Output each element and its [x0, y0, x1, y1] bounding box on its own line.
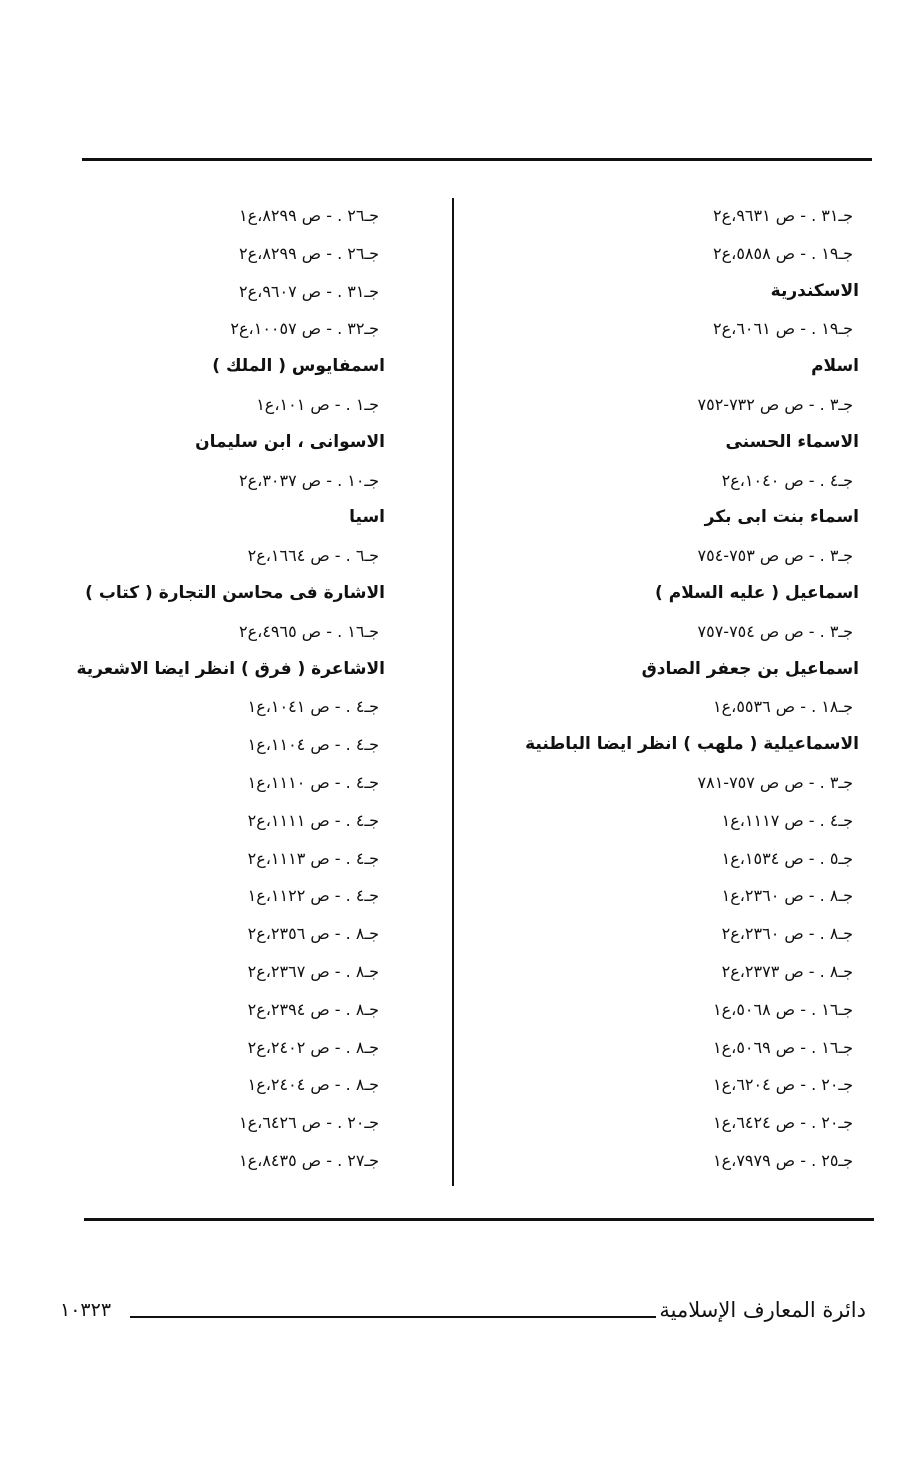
index-entry-reference: جـ٢٠ . - ص ٦٤٢٦،ع١: [239, 1113, 379, 1133]
index-entry-reference: جـ٨ . - ص ٢٣٦٠،ع٢: [721, 924, 853, 944]
index-entry-reference: جـ٤ . - ص ١١١٠،ع١: [247, 772, 379, 792]
index-entry-reference: جـ٣١ . - ص ٩٦٠٧،ع٢: [239, 281, 379, 301]
index-entry-reference: جـ١٦ . - ص ٤٩٦٥،ع٢: [239, 621, 379, 641]
index-entry-reference: جـ٣ . - ص ص ٧٥٤-٧٥٧: [697, 621, 853, 641]
page-footer: [60, 1292, 866, 1328]
index-entry-reference: جـ٤ . - ص ١١١٧،ع١: [721, 810, 853, 830]
index-entry-heading: اسماء بنت ابى بكر: [704, 507, 859, 528]
encyclopedia-title: دائرة المعارف الإسلامية: [659, 1298, 866, 1322]
bottom-rule: [84, 1218, 874, 1221]
index-entry-reference: جـ٢٧ . - ص ٨٤٣٥،ع١: [239, 1150, 379, 1170]
index-entry-reference: جـ٣ . - ص ص ٧٥٣-٧٥٤: [697, 546, 853, 566]
index-entry-reference: جـ٣ . - ص ص ٧٣٢-٧٥٢: [697, 394, 853, 414]
index-entry-heading: الاسوانى ، ابن سليمان: [195, 431, 385, 452]
index-entry-reference: جـ٨ . - ص ٢٣٥٦،ع٢: [247, 924, 379, 944]
index-entry-heading: اسلام: [811, 356, 859, 377]
index-entry-heading: اسماعيل ( عليه السلام ): [655, 582, 859, 603]
index-entry-reference: جـ٨ . - ص ٢٤٠٢،ع٢: [247, 1037, 379, 1057]
index-entry-heading: اسماعيل بن جعفر الصادق: [641, 658, 859, 679]
index-entry-reference: جـ٣ . - ص ص ٧٥٧-٧٨١: [697, 772, 853, 792]
index-entry-reference: جـ٨ . - ص ٢٣٩٤،ع٢: [247, 999, 379, 1019]
index-entry-reference: جـ٤ . - ص ١١٠٤،ع١: [247, 735, 379, 755]
index-entry-reference: جـ٨ . - ص ٢٣٧٣،ع٢: [721, 961, 853, 981]
footer-rule: [130, 1316, 656, 1318]
column-divider: [452, 198, 454, 1186]
index-entry-heading: اسمفايوس ( الملك ): [212, 356, 385, 377]
index-column-right: [499, 197, 859, 1180]
index-entry-reference: جـ٢٦ . - ص ٨٢٩٩،ع١: [239, 206, 379, 225]
index-entry-heading: الاشاعرة ( فرق ) انظر ايضا الاشعرية: [76, 658, 385, 679]
index-entry-heading: الاسكندرية: [770, 280, 859, 301]
index-entry-reference: جـ١٩ . - ص ٥٨٥٨،ع٢: [713, 243, 853, 263]
top-rule: [82, 158, 872, 161]
index-entry-reference: جـ١٦ . - ص ٥٠٦٨،ع١: [713, 999, 853, 1019]
index-entry-reference: جـ٨ . - ص ٢٤٠٤،ع١: [247, 1075, 379, 1095]
index-entry-reference: جـ٢٠ . - ص ٦٤٢٤،ع١: [713, 1113, 853, 1133]
index-entry-reference: جـ١٠ . - ص ٣٠٣٧،ع٢: [239, 470, 379, 490]
index-entry-heading: الاسماء الحسنى: [725, 431, 859, 452]
index-entry-heading: اسيا: [349, 507, 385, 528]
index-entry-reference: جـ١ . - ص ١٠١،ع١: [256, 394, 379, 414]
index-entry-reference: جـ٣١ . - ص ٩٦٣١،ع٢: [713, 206, 853, 225]
index-entry-reference: جـ٤ . - ص ١٠٤٠،ع٢: [721, 470, 853, 490]
index-entry-reference: جـ٤ . - ص ١١١٣،ع٢: [247, 848, 379, 868]
index-entry-reference: جـ٤ . - ص ١١١١،ع٢: [247, 810, 379, 830]
index-entry-reference: جـ١٨ . - ص ٥٥٣٦،ع١: [713, 697, 853, 717]
index-entry-reference: جـ٤ . - ص ١٠٤١،ع١: [247, 697, 379, 717]
index-entry-reference: جـ٨ . - ص ٢٣٦٠،ع١: [721, 886, 853, 906]
index-entry-reference: جـ٢٠ . - ص ٦٢٠٤،ع١: [713, 1075, 853, 1095]
index-entry-reference: جـ١٩ . - ص ٦٠٦١،ع٢: [713, 319, 853, 339]
index-entry-reference: جـ١٦ . - ص ٥٠٦٩،ع١: [713, 1037, 853, 1057]
index-entry-reference: جـ٨ . - ص ٢٣٦٧،ع٢: [247, 961, 379, 981]
index-entry-reference: جـ٢٥ . - ص ٧٩٧٩،ع١: [713, 1150, 853, 1170]
index-entry-heading: الاشارة فى محاسن التجارة ( كتاب ): [85, 582, 385, 603]
index-entry-heading: الاسماعيلية ( ملهب ) انظر ايضا الباطنية: [525, 734, 859, 755]
index-entry-reference: جـ٣٢ . - ص ١٠٠٥٧،ع٢: [230, 319, 379, 339]
page-number: ١٠٣٢٣: [60, 1299, 112, 1321]
index-entry-reference: جـ٤ . - ص ١١٢٢،ع١: [247, 886, 379, 906]
index-column-left: [45, 197, 385, 1180]
index-entry-reference: جـ٢٦ . - ص ٨٢٩٩،ع٢: [239, 243, 379, 263]
index-entry-reference: جـ٦ . - ص ١٦٦٤،ع٢: [247, 546, 379, 566]
index-entry-reference: جـ٥ . - ص ١٥٣٤،ع١: [721, 848, 853, 868]
